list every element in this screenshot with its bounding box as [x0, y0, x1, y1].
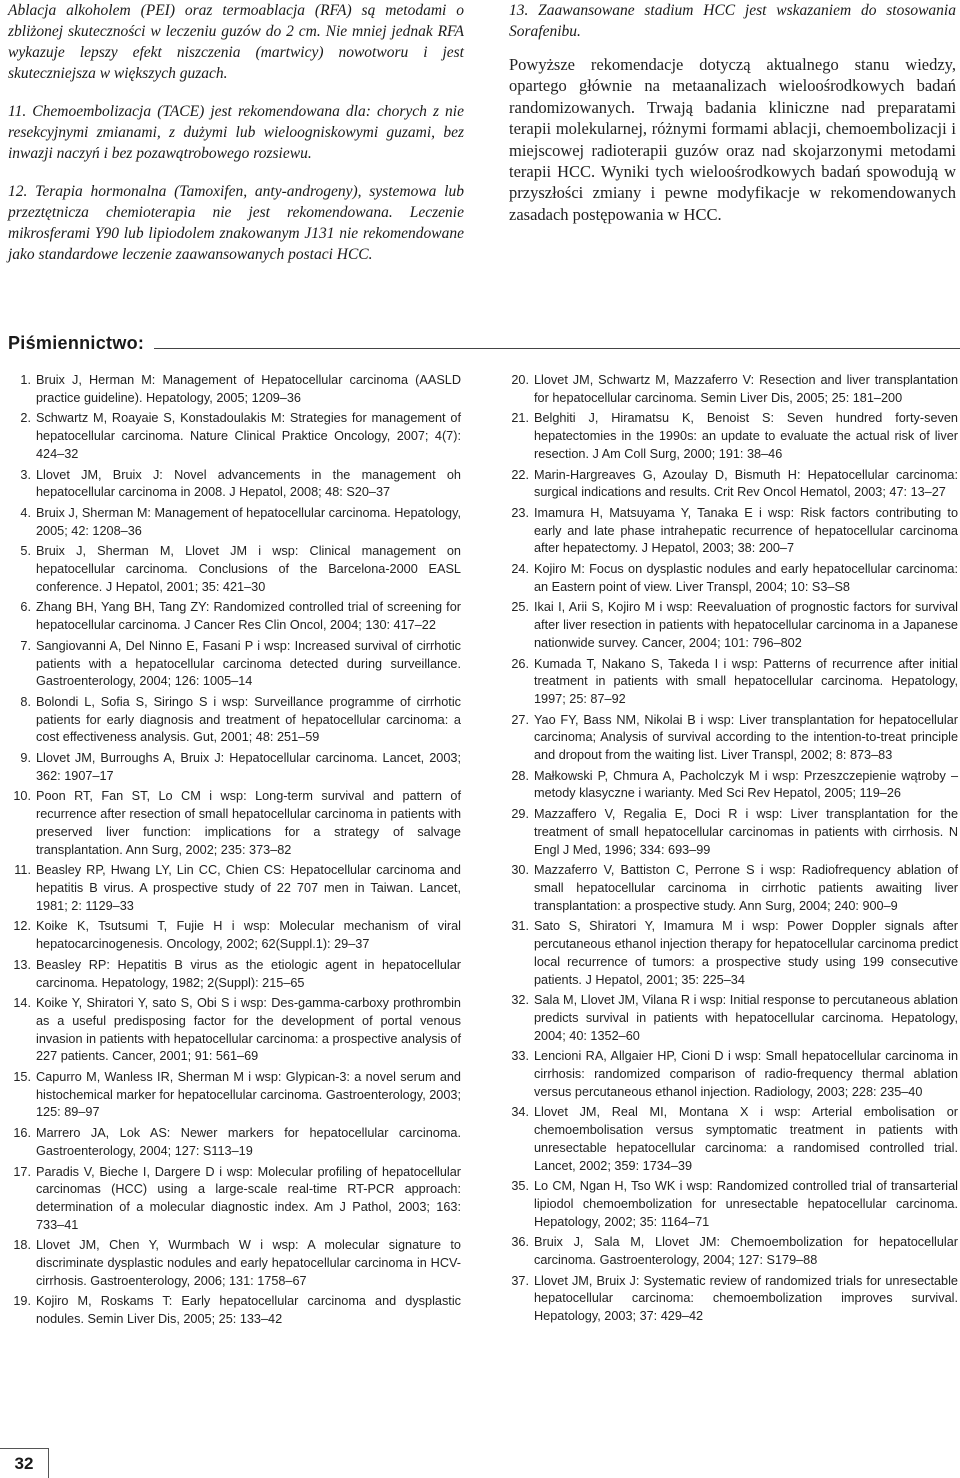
- reference-item: [7, 410, 461, 463]
- reference-item: [7, 957, 461, 992]
- reference-text: Bruix J, Sala M, Llovet JM: Chemoembolization for hepatocellular carcinoma. Gastroenterology, 2004; 127: S179–88: [534, 1235, 958, 1268]
- reference-text: Schwartz M, Roayaie S, Konstadoulakis M: Strategies for management of hepatocellular carcinoma. Nature Clinical Praktice Oncology, 2007; 4(7): 424–32: [36, 411, 461, 461]
- reference-text: Paradis V, Bieche I, Dargere D i wsp: Molecular profiling of hepatocellular carcinomas (HCC) using a large-scale real-time RT-PCR approach: determination of a molecular diagnostic index. Am J Pathol, 2003; 163: 733–41: [36, 1164, 461, 1232]
- reference-number: 4.: [20, 505, 31, 520]
- reference-item: [505, 467, 958, 502]
- reference-number: 27.: [511, 712, 529, 727]
- reference-number: 29.: [511, 807, 529, 822]
- reference-text: Ikai I, Arii S, Kojiro M i wsp: Reevaluation of prognostic factors for survival after liver resection in patients with hepatocellular carcinoma in a Japanese nationwide survey. Cancer, 2004; 101: 796–802: [534, 600, 958, 650]
- reference-number: 30.: [511, 863, 529, 878]
- reference-number: 21.: [511, 411, 529, 426]
- reference-text: Sala M, Llovet JM, Vilana R i wsp: Initial response to percutaneous ablation predicts survival in patients with hepatocellular carcinoma. Hepatology, 2004; 40: 1352–60: [534, 993, 958, 1043]
- reference-text: Sangiovanni A, Del Ninno E, Fasani P i wsp: Increased survival of cirrhotic patients with a hepatocellular carcinoma detected during surveillance. Gastroenterology, 2004; 126: 1005–14: [36, 638, 461, 689]
- reference-text: Koike Y, Shiratori Y, sato S, Obi S i wsp: Des-gamma-carboxy prothrombin as a useful predisposing factor for the development of portal venous invasion in patients with hepatocellular carcinoma: a prospective analysis of 227 patients. Cancer, 2001; 91: 561–69: [36, 996, 461, 1064]
- reference-item: [7, 1293, 461, 1328]
- reference-text: Małkowski P, Chmura A, Pacholczyk M i wsp: Przeszczepienie wątroby – metody klasyczne i warianty. Med Sci Rev Hepatol, 2005; 119–26: [534, 768, 958, 801]
- reference-text: Sato S, Shiratori Y, Imamura M i wsp: Power Doppler signals after percutaneous ethanol injection therapy for hepatocellular carcinoma predict local recurrence of tumors: a prospective study using 199 consecutive patients. J Hepatol, 2001; 35: 225–34: [534, 919, 958, 987]
- reference-number: 24.: [511, 562, 529, 577]
- reference-item: [7, 599, 461, 634]
- reference-item: [7, 543, 461, 596]
- reference-number: 9.: [20, 751, 31, 766]
- reference-item: [505, 1048, 958, 1101]
- reference-text: Capurro M, Wanless IR, Sherman M i wsp: Glypican-3: a novel serum and histochemical marker for hepatocellular carcinoma. Gastroenterology, 2003; 125: 89–97: [36, 1070, 461, 1120]
- reference-number: 14.: [13, 996, 31, 1011]
- reference-number: 19.: [13, 1294, 31, 1309]
- reference-number: 8.: [20, 694, 31, 709]
- references-heading: Piśmiennictwo:: [8, 333, 145, 353]
- reference-number: 15.: [13, 1070, 31, 1085]
- reference-item: [505, 862, 958, 915]
- reference-number: 5.: [20, 544, 31, 559]
- references-heading-row: [8, 328, 960, 354]
- recommendation-11: 11. Chemoembolizacja (TACE) jest rekomendowana dla: chorych z nie resekcyjnymi zmianami, z dużymi lub wieloogniskowymi guzami, bez inwazji naczyń i bez pozawątrobowego rozsiewu.: [8, 103, 464, 162]
- reference-item: [505, 806, 958, 859]
- reference-text: Beasley RP, Hwang LY, Lin CC, Chien CS: Hepatocellular carcinoma and hepatitis B virus. A prospective study of 22 707 men in Taiwan. Lancet, 1981; 2: 1129–33: [36, 863, 461, 913]
- reference-text: Llovet JM, Burroughs A, Bruix J: Hepatocellular carcinoma. Lancet, 2003; 362: 1907–17: [36, 751, 461, 783]
- reference-item: [505, 1104, 958, 1175]
- reference-item: [7, 995, 461, 1066]
- reference-number: 16.: [13, 1126, 31, 1141]
- reference-item: [505, 505, 958, 558]
- reference-item: [7, 1125, 461, 1160]
- recommendation-13: 13. Zaawansowane stadium HCC jest wskazaniem do stosowania Sorafenibu.: [509, 2, 956, 40]
- reference-item: [7, 788, 461, 859]
- top-left-column: [8, 0, 464, 265]
- reference-text: Poon RT, Fan ST, Lo CM i wsp: Long-term survival and pattern of recurrence after resection of small hepatocellular carcinoma in patients with preserved liver function: implications for a strategy of salvage transplantation. Ann Surg, 2002; 235: 373–82: [36, 789, 461, 857]
- reference-number: 10.: [13, 789, 31, 804]
- reference-text: Belghiti J, Hiramatsu K, Benoist S: Seven hundred forty-seven hepatectomies in the 1990s: an update to evaluate the actual risk of liver resection. J Am Coll Surg, 2000; 191: 38–46: [534, 411, 958, 461]
- reference-number: 12.: [13, 919, 31, 934]
- reference-text: Bruix J, Sherman M, Llovet JM i wsp: Clinical management on hepatocellular carcinoma. Conclusions of the Barcelona-2000 EASL conference. J Hepatol, 2001; 35: 421–30: [36, 544, 461, 594]
- reference-number: 7.: [20, 638, 31, 653]
- reference-item: [7, 1069, 461, 1122]
- reference-item: [7, 467, 461, 502]
- reference-number: 13.: [13, 957, 31, 972]
- reference-number: 11.: [14, 863, 31, 878]
- conclusion-paragraph: Powyższe rekomendacje dotyczą aktualnego stanu wiedzy, opartego głównie na metaanalizach wieloośrodkowych badań randomizowanych. Trwają badania kliniczne nad preparatami terapii molekularnej, różnymi formami ablacji, chemoembolizacji i miejscowej radioterapii guzów oraz nad skojarzonymi metodami terapii HCC. Wyniki tych wieloośrodkowych badań spowodują w przyszłości zmiany i pewne modyfikacje w rekomendowanych zasadach postępowania w HCC.: [509, 55, 956, 224]
- reference-number: 37.: [511, 1273, 529, 1288]
- ablation-paragraph: Ablacja alkoholem (PEI) oraz termoablacja (RFA) są metodami o zbliżonej skuteczności w leczeniu guzów do 2 cm. Nie mniej jednak RFA wykazuje lepszy efekt niszczenia (martwicy) nowotworu i jest skuteczniejsza w większych guzach.: [8, 2, 464, 82]
- reference-text: Beasley RP: Hepatitis B virus as the etiologic agent in hepatocellular carcinoma. Hepatology, 1982; 2(Suppl): 215–65: [36, 957, 461, 990]
- reference-item: [7, 505, 461, 540]
- reference-text: Kumada T, Nakano S, Takeda I i wsp: Patterns of recurrence after initial treatment in patients with small hepatocellular carcinoma. Hepatology, 1997; 25: 87–92: [534, 656, 958, 706]
- reference-text: Zhang BH, Yang BH, Tang ZY: Randomized controlled trial of screening for hepatocellular carcinoma. J Cancer Res Clin Oncol, 2004; 130: 417–22: [36, 600, 461, 633]
- reference-number: 32.: [511, 993, 529, 1008]
- references-right-column: [505, 372, 958, 1329]
- reference-text: Imamura H, Matsuyama Y, Tanaka E i wsp: Risk factors contributing to early and late phase intrahepatic recurrence of hepatocellular carcinoma after hepatectomy. J Hepatol, 2003; 38: 200–7: [534, 505, 958, 556]
- reference-number: 28.: [511, 768, 529, 783]
- reference-text: Yao FY, Bass NM, Nikolai B i wsp: Liver transplantation for hepatocellular carcinoma; Analysis of survival according to the intention-to-treat principle and dropout from the waiting list. Liver Transpl, 2002; 8: 873–83: [534, 712, 958, 763]
- reference-item: [505, 1234, 958, 1269]
- reference-number: 26.: [511, 656, 529, 671]
- reference-number: 17.: [13, 1164, 31, 1179]
- reference-item: [505, 1273, 958, 1326]
- reference-item: [7, 750, 461, 785]
- reference-item: [7, 862, 461, 915]
- reference-text: Kojiro M, Roskams T: Early hepatocellular carcinoma and dysplastic nodules. Semin Liver Dis, 2005; 25: 133–42: [36, 1294, 461, 1327]
- reference-number: 31.: [511, 919, 529, 934]
- reference-item: [505, 712, 958, 765]
- page-number: 32: [0, 1448, 49, 1478]
- reference-item: [7, 372, 461, 407]
- reference-text: Bruix J, Sherman M: Management of hepatocellular carcinoma. Hepatology, 2005; 42: 1208–36: [36, 505, 462, 538]
- reference-text: Llovet JM, Bruix J: Novel advancements in the management oh hepatocellular carcinoma in 2008. J Hepatol, 2008; 48: S20–37: [36, 467, 461, 500]
- reference-text: Llovet JM, Bruix J: Systematic review of randomized trials for unresectable hepatocellular carcinoma: chemoembolization improves survival. Hepatology, 2003; 37: 429–42: [534, 1273, 958, 1324]
- reference-item: [505, 599, 958, 652]
- reference-number: 33.: [511, 1049, 529, 1064]
- reference-item: [7, 1164, 461, 1235]
- reference-number: 20.: [511, 373, 529, 387]
- reference-text: Koike K, Tsutsumi T, Fujie H i wsp: Molecular mechanism of viral hepatocarcinogenesis. Oncology, 2002; 62(Suppl.1): 29–37: [36, 919, 461, 952]
- reference-number: 25.: [511, 600, 529, 615]
- reference-text: Lo CM, Ngan H, Tso WK i wsp: Randomized controlled trial of transarterial lipiodol chemoembolization for unresectable hepatocellular carcinoma. Hepatology, 2002; 35: 1164–71: [534, 1179, 958, 1229]
- recommendation-12: 12. Terapia hormonalna (Tamoxifen, anty-androgeny), systemowa lub przeztętnicza chemioterapia nie jest rekomendowana. Leczenie mikrosferami Y90 lub lipiodolem znakowanym J131 nie rekomendowane jako standardowe leczenie zaawansowanych postaci HCC.: [8, 183, 464, 263]
- reference-text: Marrero JA, Lok AS: Newer markers for hepatocellular carcinoma. Gastroenterology, 2004; 127: S113–19: [36, 1126, 461, 1158]
- reference-text: Kojiro M: Focus on dysplastic nodules and early hepatocellular carcinoma: an Eastern point of view. Liver Transpl, 2004; 10: S3–S8: [534, 562, 958, 594]
- reference-text: Mazzaferro V, Battiston C, Perrone S i wsp: Radiofrequency ablation of small hepatocellular carcinoma in cirrhotic patients awaiting liver transplantation: a prospective study. Ann Surg, 2004; 240: 900–9: [534, 863, 958, 913]
- reference-text: Mazzaffero V, Regalia E, Doci R i wsp: Liver transplantation for the treatment of small hepatocellular carcinomas in patients with cirrhosis. N Engl J Med, 1996; 334: 693–99: [534, 807, 958, 857]
- heading-rule: [154, 348, 960, 349]
- reference-number: 22.: [511, 467, 529, 482]
- reference-item: [7, 1237, 461, 1290]
- reference-number: 6.: [20, 600, 31, 615]
- reference-item: [505, 918, 958, 989]
- reference-number: 3.: [20, 467, 31, 482]
- reference-item: [505, 561, 958, 596]
- reference-text: Bruix J, Herman M: Management of Hepatocellular carcinoma (AASLD practice guideline). Hepatology, 2005; 1209–36: [36, 373, 461, 405]
- reference-item: [505, 992, 958, 1045]
- reference-number: 34.: [511, 1105, 529, 1120]
- reference-text: Marin-Hargreaves G, Azoulay D, Bismuth H: Hepatocellular carcinoma: surgical indications and results. Crit Rev Oncol Hematol, 2003; 47: 13–27: [534, 467, 958, 500]
- reference-number: 18.: [13, 1238, 31, 1253]
- reference-item: [505, 768, 958, 803]
- reference-number: 1.: [20, 373, 31, 387]
- reference-number: 2.: [20, 411, 31, 426]
- reference-number: 23.: [511, 505, 529, 520]
- reference-text: Bolondi L, Sofia S, Siringo S i wsp: Surveillance programme of cirrhotic patients for early diagnosis and treatment of hepatocellular carcinoma: a cost effectiveness analysis. Gut, 2001; 48: 251–59: [36, 694, 461, 745]
- reference-text: Llovet JM, Schwartz M, Mazzaferro V: Resection and liver transplantation for hepatocellular carcinoma. Semin Liver Dis, 2005; 25: 181–200: [534, 373, 958, 405]
- references-left-column: [7, 372, 461, 1332]
- reference-number: 36.: [511, 1235, 529, 1250]
- reference-item: [7, 638, 461, 691]
- reference-text: Llovet JM, Chen Y, Wurmbach W i wsp: A molecular signature to discriminate dysplastic nodules and early hepatocellular carcinoma in HCV-cirrhosis. Gastroenterology, 2006; 131: 1758–67: [36, 1238, 461, 1288]
- reference-text: Llovet JM, Real MI, Montana X i wsp: Arterial embolisation or chemoembolisation versus symptomatic treatment in patients with unresectable hepatocellular carcinoma: a randomised controlled trial. Lancet, 2002; 359: 1734–39: [534, 1105, 958, 1173]
- top-right-column: [509, 0, 956, 225]
- reference-text: Lencioni RA, Allgaier HP, Cioni D i wsp: Small hepatocellular carcinoma in cirrhosis: randomized comparison of radio-frequency thermal ablation versus percutaneous ethanol injection. Radiology, 2003; 228: 235–40: [534, 1049, 958, 1099]
- reference-item: [505, 410, 958, 463]
- reference-item: [7, 918, 461, 953]
- reference-item: [505, 1178, 958, 1231]
- reference-item: [505, 656, 958, 709]
- reference-item: [505, 372, 958, 407]
- reference-item: [7, 694, 461, 747]
- reference-number: 35.: [511, 1179, 529, 1194]
